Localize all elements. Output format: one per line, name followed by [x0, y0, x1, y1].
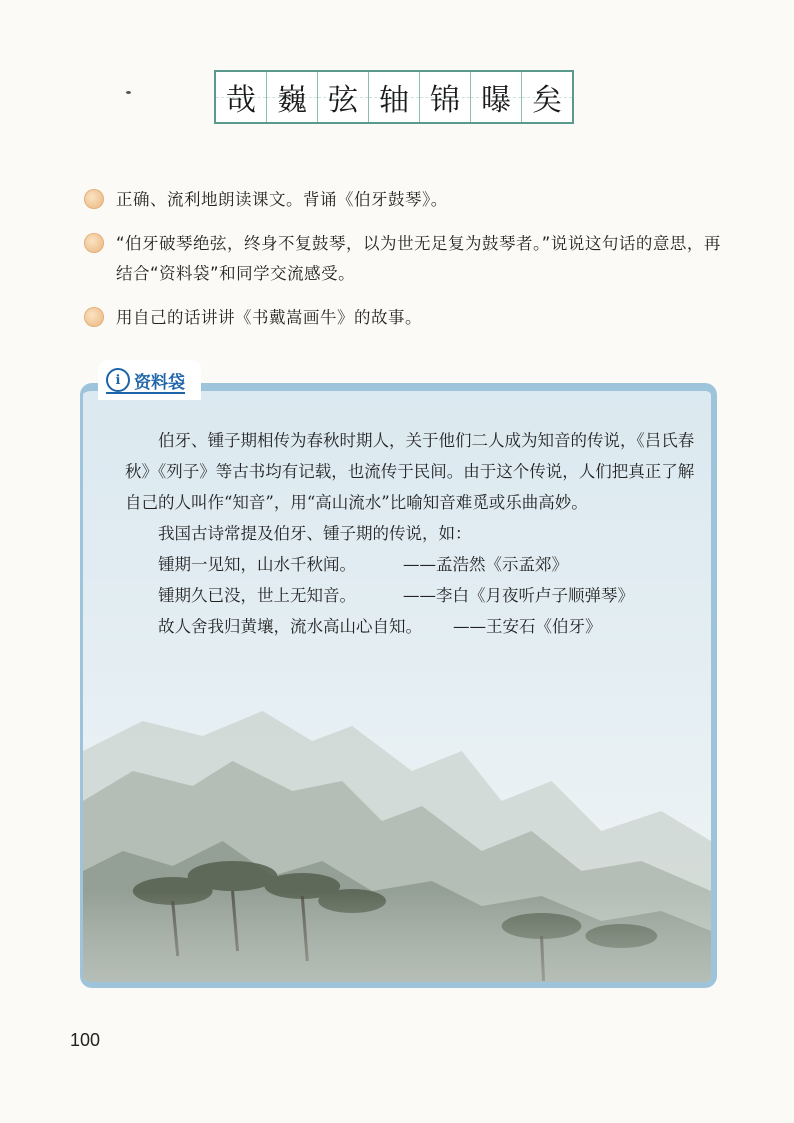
- character-cell: 巍: [267, 72, 318, 122]
- poem-source: ——李白《月夜听卢子顺弹琴》: [403, 586, 634, 605]
- poem-line: [158, 549, 700, 580]
- info-paragraph: 伯牙、锺子期相传为春秋时期人，关于他们二人成为知音的传说，《吕氏春秋》《列子》等古书均有记载，也流传于民间。由于这个传说，人们把真正了解自己的人叫作“知音”，用“高山流水”比喻知音难觅或乐曲高妙。: [125, 431, 695, 512]
- character-cell: 哉: [216, 72, 267, 122]
- task-item: [84, 185, 734, 215]
- task-list: [84, 185, 734, 347]
- task-text: 用自己的话讲讲《书戴嵩画牛》的故事。: [116, 308, 422, 327]
- poem-source: ——孟浩然《示孟郊》: [403, 555, 568, 574]
- poem-line: [158, 611, 700, 642]
- poem-line: [158, 580, 700, 611]
- decorative-speck: [126, 91, 131, 94]
- task-item: [84, 303, 734, 333]
- bullet-icon: [84, 233, 104, 253]
- landscape-painting: [83, 691, 711, 988]
- character-cell: 曝: [471, 72, 522, 122]
- info-box-content: [125, 425, 700, 642]
- info-box-title: 资料袋: [134, 372, 185, 393]
- bullet-icon: [84, 307, 104, 327]
- info-box-tab: [98, 360, 201, 400]
- tab-underline: [106, 392, 185, 394]
- bullet-icon: [84, 189, 104, 209]
- info-paragraph: 我国古诗常提及伯牙、锺子期的传说，如：: [158, 524, 472, 543]
- info-book-icon: ℹ: [106, 368, 130, 392]
- task-text: “伯牙破琴绝弦，终身不复鼓琴，以为世无足复为鼓琴者。”说说这句话的意思，再结合“资料袋”和同学交流感受。: [116, 234, 721, 283]
- character-cell: 锦: [420, 72, 471, 122]
- character-cell: 轴: [369, 72, 420, 122]
- task-text: 正确、流利地朗读课文。背诵《伯牙鼓琴》。: [116, 190, 448, 209]
- poem-source: ——王安石《伯牙》: [453, 617, 602, 636]
- poem-verse: 锺期一见知，山水千秋闻。: [158, 555, 356, 574]
- character-cell: 弦: [318, 72, 369, 122]
- poem-verse: 锺期久已没，世上无知音。: [158, 586, 356, 605]
- character-grid: [214, 70, 574, 124]
- poem-verse: 故人舍我归黄壤，流水高山心自知。: [158, 617, 422, 636]
- character-cell: 矣: [522, 72, 572, 122]
- task-item: [84, 229, 734, 289]
- page-number: 100: [70, 1030, 101, 1050]
